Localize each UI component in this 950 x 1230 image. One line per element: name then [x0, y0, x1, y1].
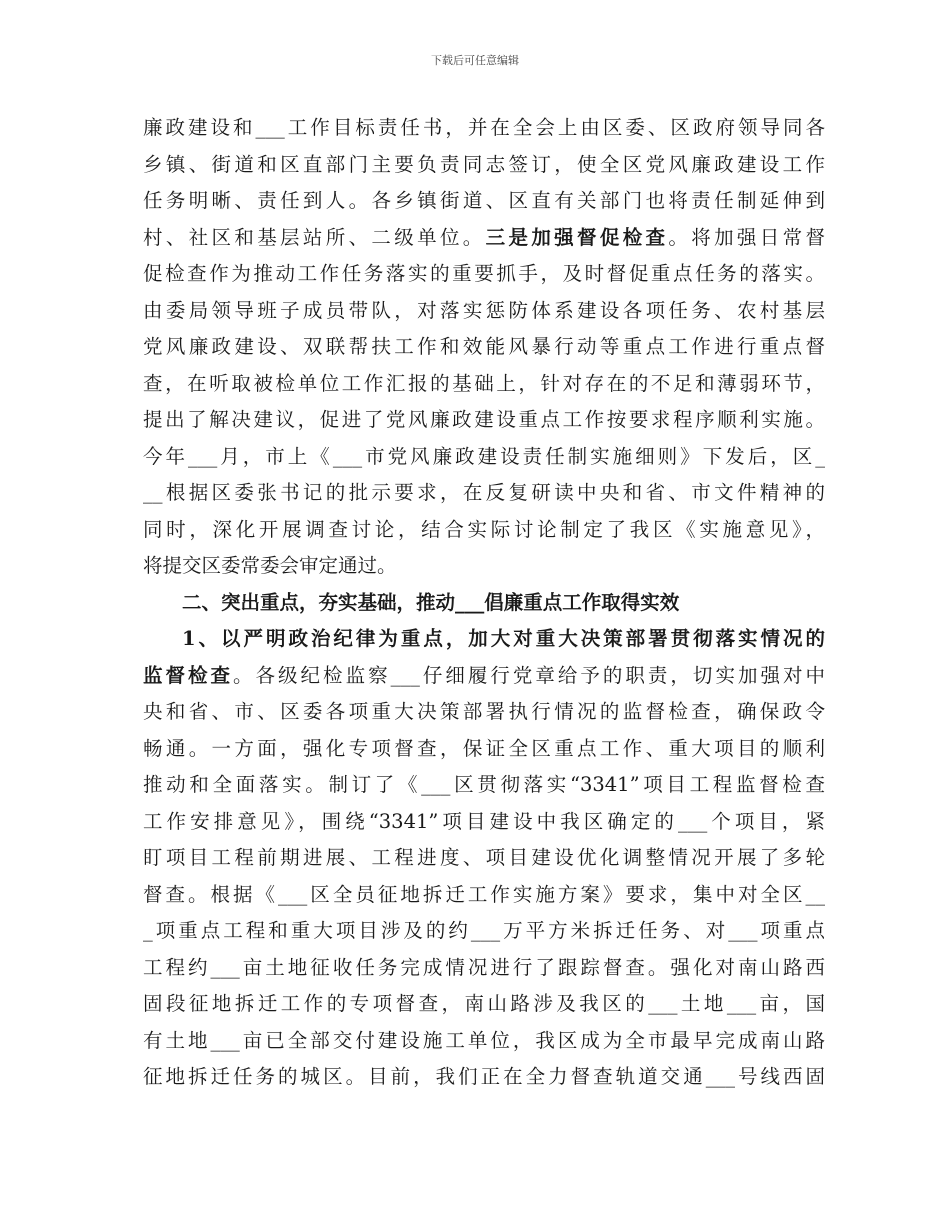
body-text: 廉政建设和___工作目标责任书，并在全会上由区委、区政府领导同各: [143, 116, 825, 139]
text-line: [143, 256, 825, 293]
text-line: [143, 293, 825, 330]
page-header-note: 下载后可任意编辑: [431, 54, 519, 67]
body-text: 查，在听取被检单位工作汇报的基础上，针对存在的不足和薄弱环节，: [143, 371, 825, 395]
body-text: _项重点工程和重大项目涉及的约___万平方米拆迁任务、对___项重点: [143, 919, 825, 942]
text-line: [143, 402, 825, 439]
text-line: [143, 658, 825, 695]
text-line: [143, 439, 825, 476]
body-text: 提出了解决建议，促进了党风廉政建设重点工作按要求程序顺利实施。: [143, 408, 825, 431]
text-line: [143, 585, 825, 622]
body-text: 由委局领导班子成员带队，对落实惩防体系建设各项任务、农村基层: [143, 298, 825, 322]
body-text: 有土地___亩已全部交付建设施工单位，我区成为全市最早完成南山路: [143, 1028, 825, 1052]
text-line: [143, 694, 825, 731]
body-text: 乡镇、街道和区直部门主要负责同志签订，使全区党风廉政建设工作: [143, 152, 825, 176]
text-line: [143, 548, 825, 585]
body-text: 征地拆迁任务的城区。目前，我们正在全力督查轨道交通___号线西固: [143, 1065, 825, 1088]
text-line: [143, 147, 825, 184]
text-line: [143, 366, 825, 403]
body-text: 督查。根据《___区全员征地拆迁工作实施方案》要求，集中对全区__: [143, 882, 825, 906]
text-line: [143, 731, 825, 768]
body-text: 任务明晰、责任到人。各乡镇街道、区直有关部门也将责任制延伸到: [143, 189, 825, 212]
text-line: [143, 621, 825, 658]
body-text: 党风廉政建设、双联帮扶工作和效能风暴行动等重点工作进行重点督: [143, 335, 825, 358]
body-text: 固段征地拆迁工作的专项督查，南山路涉及我区的___土地___亩，国: [143, 992, 825, 1015]
bold-text: 监督检查: [143, 663, 234, 687]
text-line: [143, 986, 825, 1023]
text-line: [143, 329, 825, 366]
text-line: [143, 1059, 825, 1096]
body-text: 促检查作为推动工作任务落实的重要抓手，及时督促重点任务的落实。: [143, 262, 825, 285]
bold-text: 二、突出重点，夯实基础，推动___倡廉重点工作取得实效: [182, 590, 680, 614]
text-line: [143, 913, 825, 950]
text-line: [143, 220, 825, 257]
text-line: [143, 110, 825, 147]
body-text: 。将加强日常督: [668, 225, 825, 249]
body-text: 今年___月，市上《___市党风廉政建设责任制实施细则》下发后，区_: [143, 444, 825, 468]
body-text: 畅通。一方面，强化专项督查，保证全区重点工作、重大项目的顺利: [143, 736, 825, 760]
text-line: [143, 877, 825, 914]
document-body: [143, 110, 825, 1096]
body-text: 推动和全面落实。制订了《___区贯彻落实“3341”项目工程监督检查: [143, 773, 825, 796]
text-line: [143, 804, 825, 841]
body-text: 。各级纪检监察___仔细履行党章给予的职责，切实加强对中: [233, 663, 825, 687]
text-line: [143, 950, 825, 987]
text-line: [143, 767, 825, 804]
body-text: 将提交区委常委会审定通过。: [143, 554, 397, 577]
text-line: [143, 1023, 825, 1060]
bold-text: 三是加强督促检查: [485, 225, 669, 249]
body-text: 工程约___亩土地征收任务完成情况进行了跟踪督查。强化对南山路西: [143, 955, 825, 979]
body-text: 央和省、市、区委各项重大决策部署执行情况的监督检查，确保政令: [143, 700, 825, 723]
bold-text: 1、以严明政治纪律为重点，加大对重大决策部署贯彻落实情况的: [182, 627, 825, 650]
text-line: [143, 512, 825, 549]
body-text: 同时，深化开展调查讨论，结合实际讨论制定了我区《实施意见》，: [143, 517, 825, 541]
body-text: __根据区委张书记的批示要求，在反复研读中央和省、市文件精神的: [143, 481, 825, 504]
text-line: [143, 183, 825, 220]
text-line: [143, 840, 825, 877]
body-text: 村、社区和基层站所、二级单位。: [143, 225, 486, 249]
body-text: 盯项目工程前期进展、工程进度、项目建设优化调整情况开展了多轮: [143, 846, 825, 869]
text-line: [143, 475, 825, 512]
body-text: 工作安排意见》，围绕“3341”项目建设中我区确定的___个项目，紧: [143, 809, 825, 833]
